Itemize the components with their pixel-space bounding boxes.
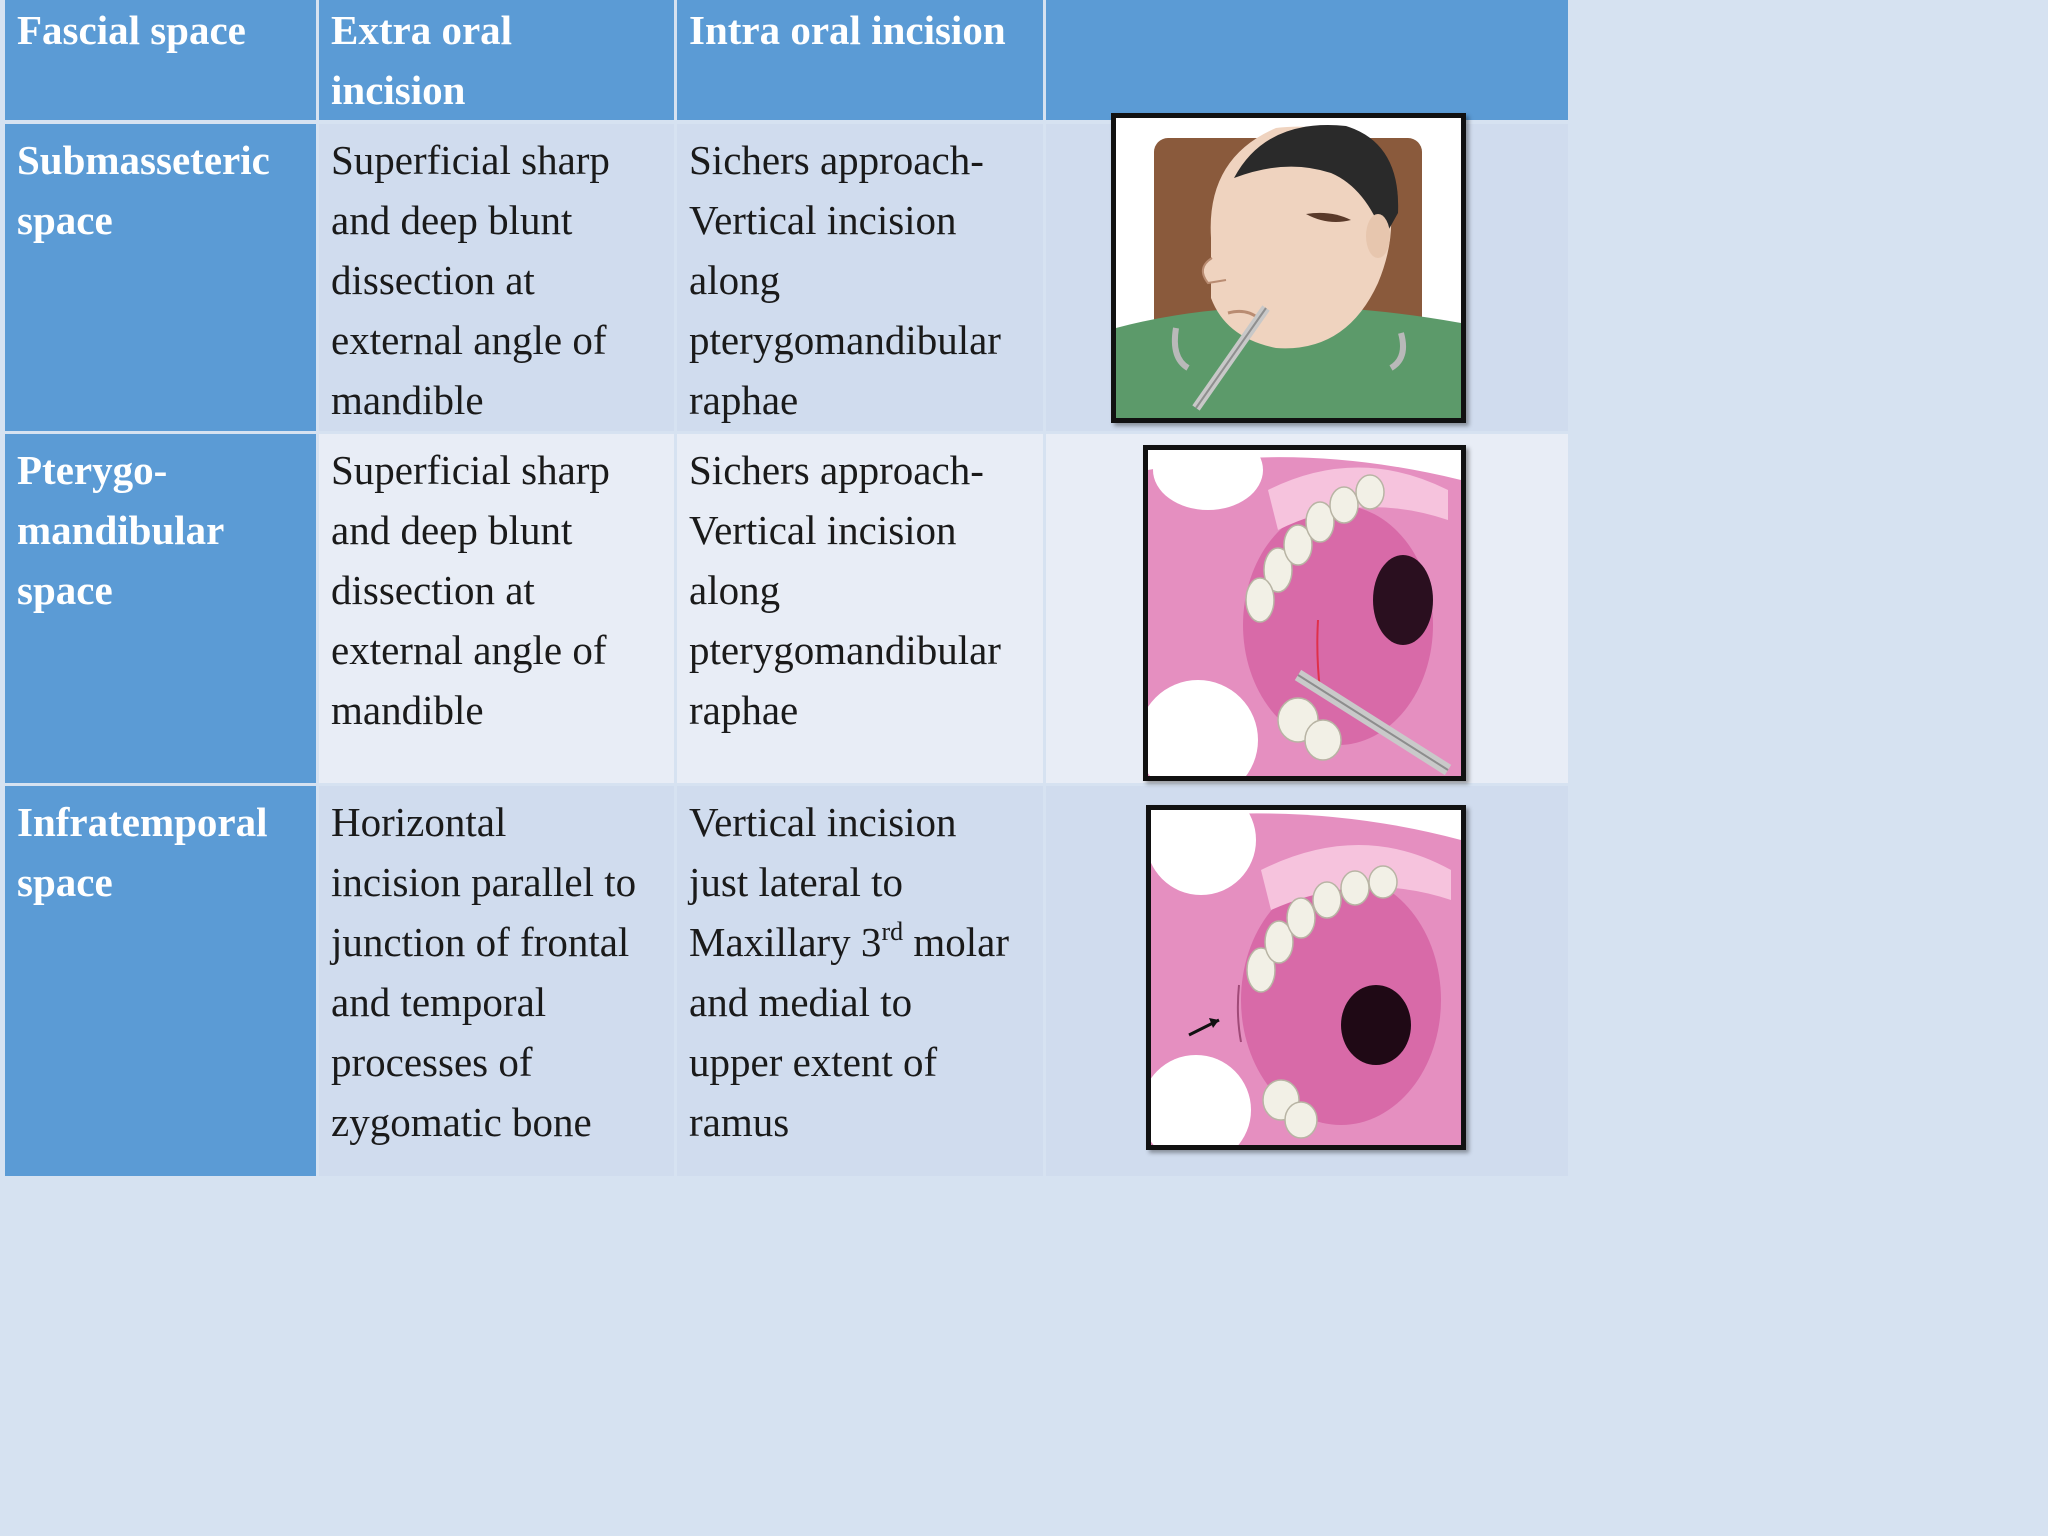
molar-line: Maxillary 3rd molar xyxy=(689,917,1009,965)
row-intra-oral: Vertical incision just lateral to Maxillary 3rd molar and medial to upper extent of ramus xyxy=(677,786,1043,1176)
row-extra-oral: Horizontal incision parallel to junction of frontal and temporal processes of zygomatic bone xyxy=(319,786,674,1176)
header-extra-oral: Extra oral incision xyxy=(319,0,674,120)
header-intra-oral: Intra oral incision xyxy=(677,0,1043,120)
face-illustration-svg xyxy=(1116,118,1461,418)
row-intra-oral: Sichers approach- Vertical incision along pterygomandibular raphae xyxy=(677,434,1043,783)
row-space-infratemporal: Infratemporal space xyxy=(5,786,316,1176)
row-space-pterygomandibular: Pterygo- mandibular space xyxy=(5,434,316,783)
oral-illustration-svg xyxy=(1148,450,1461,776)
oral-incision-illustration xyxy=(1143,445,1466,781)
face-incision-illustration xyxy=(1111,113,1466,423)
header-fascial-space: Fascial space xyxy=(5,0,316,120)
header-image-column xyxy=(1046,0,1568,120)
oral-incision-illustration-arrow xyxy=(1146,805,1466,1150)
row-space-submasseteric: Submasseteric space xyxy=(5,124,316,431)
row-extra-oral: Superficial sharp and deep blunt dissection at external angle of mandible xyxy=(319,124,674,431)
row-extra-oral: Superficial sharp and deep blunt dissection at external angle of mandible xyxy=(319,434,674,783)
oral-arrow-illustration-svg xyxy=(1151,810,1461,1145)
row-intra-oral: Sichers approach- Vertical incision along pterygomandibular raphae xyxy=(677,124,1043,431)
